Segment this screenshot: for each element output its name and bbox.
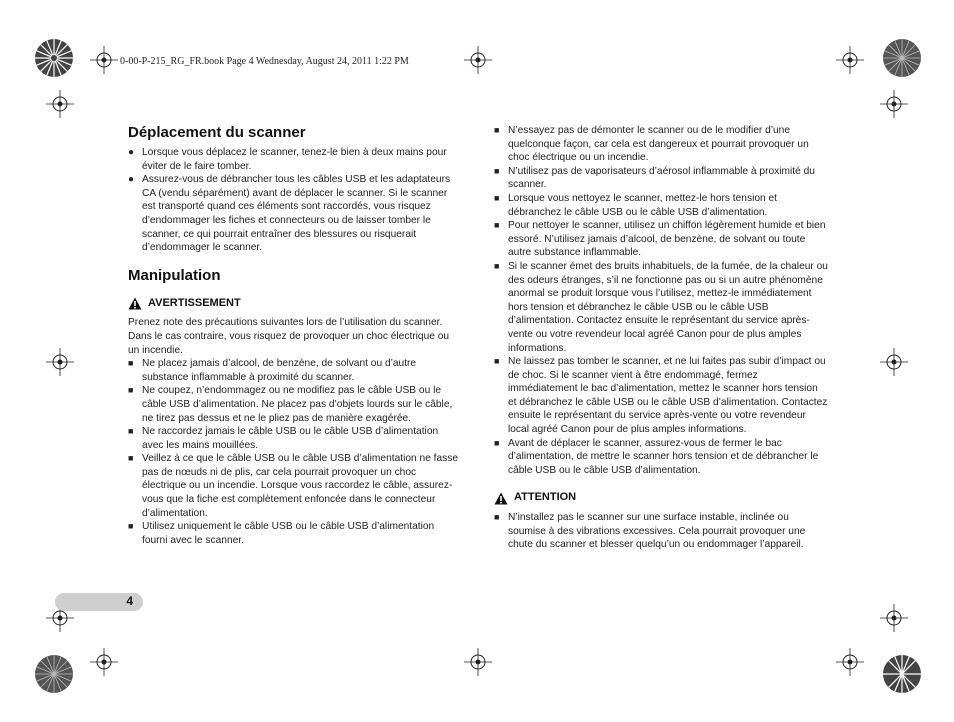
list-item-text: Si le scanner émet des bruits inhabituels, de la fumée, de la chaleur ou des odeurs étranges, s’il ne fonctionne pas ou si un autre phénomène anormal se produit lorsque vous l’utilisez, mettez-le immédiatement hors tension et débranchez le câble USB ou le câble USB d’alimentation. Contactez ensuite le représentant du service après-vente ou votre revendeur local agréé Canon pour de plus amples informations. [508,260,828,354]
bullet-square-icon: ■ [494,356,500,367]
crosshair-registration-icon [464,46,492,74]
list-item-text: N’essayez pas de démonter le scanner ou de le modifier d’une quelconque façon, car cela est dangereux et pourrait provoquer un choc électrique ou un incendie. [508,125,809,164]
list-item-text: Veillez à ce que le câble USB ou le câble USB d’alimentation ne fasse pas de nœuds ni de plis, car cela pourrait provoquer un choc électrique ou un incendie. Lorsque vous raccordez le câble, assurez-vous que la fiche est complètement enfoncée dans le connecteur d’alimentation. [142,453,459,519]
crosshair-registration-icon [836,648,864,676]
warning-intro: Prenez note des précautions suivantes lors de l’utilisation du scanner. Dans le cas contraire, vous risquez de provoquer un choc électrique ou un incendie. [128,317,450,356]
list-item [494,124,828,165]
color-target-icon [880,36,924,80]
section-title-moving: Déplacement du scanner [128,124,306,141]
list-item-text: Pour nettoyer le scanner, utilisez un chiffon légèrement humide et bien essoré. N’utilisez jamais d’alcool, de benzène, de solvant ou toute autre substance inflammable. [508,220,826,259]
warning-triangle-icon [494,492,508,505]
bullet-square-icon: ■ [494,437,500,448]
crosshair-registration-icon [464,648,492,676]
bullet-square-icon: ■ [494,512,500,523]
list-item-text: Ne raccordez jamais le câble USB ou le câble USB d’alimentation avec les mains mouillées. [142,426,439,451]
bullet-square-icon: ■ [494,220,500,231]
list-item-text: Lorsque vous nettoyez le scanner, mettez-le hors tension et débranchez le câble USB ou le câble USB d’alimentation. [508,192,777,218]
list-item-text: Lorsque vous déplacez le scanner, tenez-le bien à deux mains pour éviter de le faire tomber. [142,147,447,172]
list-item [128,384,460,425]
warning-title: AVERTISSEMENT [148,296,241,309]
bullet-square-icon: ■ [128,358,134,369]
color-target-icon [880,652,924,696]
attention-title: ATTENTION [514,491,577,504]
list-item-text: Assurez-vous de débrancher tous les câbles USB et les adaptateurs CA (vendu séparément) avant de déplacer le scanner. Si le scanner est transporté quand ces éléments sont raccordés, vous risquez d’endommager les fiches et connecteurs ou de laisser tomber le scanner, ce qui pourrait entraîner des blessures ou risquerait d’endommager le scanner. [142,174,451,254]
left-column [128,124,460,547]
list-item-text: N’utilisez pas de vaporisateurs d’aérosol inflammable à proximité du scanner. [508,165,815,191]
list-item [128,520,460,547]
color-target-icon [32,652,76,696]
crosshair-registration-icon [90,46,118,74]
crosshair-registration-icon [880,348,908,376]
crosshair-registration-icon [46,348,74,376]
list-item-text: Avant de déplacer le scanner, assurez-vous de fermer le bac d’alimentation, de mettre le scanner hors tension et de débrancher le câble USB ou le câble USB d’alimentation. [508,437,819,476]
list-item [128,425,460,452]
crosshair-registration-icon [90,648,118,676]
list-item [494,219,828,260]
list-item [128,452,460,520]
section-title-handling: Manipulation [128,266,221,284]
bullet-square-icon: ■ [494,165,500,176]
list-item [494,165,828,192]
bullet-square-icon: ■ [128,453,134,464]
crosshair-registration-icon [46,90,74,118]
warning-heading [128,297,460,311]
list-item [128,146,460,173]
crosshair-registration-icon [836,46,864,74]
bullet-circle-icon: ● [128,147,135,158]
bullet-square-icon: ■ [494,192,500,203]
list-item-text: N’installez pas le scanner sur une surface instable, inclinée ou soumise à des vibrations excessives. Cela pourrait provoquer une chute du scanner et blesser quelqu’un ou endommager l’appareil. [508,512,806,551]
right-column [494,124,828,552]
bullet-square-icon: ■ [494,125,500,135]
warning-triangle-icon [128,297,142,310]
list-item [494,260,828,355]
crosshair-registration-icon [880,604,908,632]
bullet-circle-icon: ● [128,174,135,186]
bullet-square-icon: ■ [494,260,500,271]
list-item [128,173,460,255]
list-item [128,357,460,384]
list-item [494,511,828,552]
list-item-text: Ne laissez pas tomber le scanner, et ne lui faites pas subir d’impact ou de choc. Si le scanner vient à être endommagé, fermez immédiatement le bac d’alimentation, mettez le scanner hors tension et débranchez le câble USB ou le câble USB d’alimentation. Contactez ensuite le représentant du service après-vente ou votre revendeur local agréé Canon pour de plus amples informations. [508,356,828,436]
color-target-icon [32,36,76,80]
list-item [494,437,828,478]
bullet-square-icon: ■ [128,426,134,437]
list-item-text: Utilisez uniquement le câble USB ou le câble USB d’alimentation fourni avec le scanner. [142,521,435,546]
print-header: 0-00-P-215_RG_FR.book Page 4 Wednesday, August 24, 2011 1:22 PM [120,56,409,67]
list-item [494,192,828,219]
list-item [494,355,828,437]
page-number-tab [55,593,143,611]
list-item-text: Ne placez jamais d’alcool, de benzène, de solvant ou d’autre substance inflammable à proximité du scanner. [142,358,417,383]
bullet-square-icon: ■ [128,385,134,396]
crosshair-registration-icon [880,90,908,118]
attention-heading [494,491,828,505]
list-item-text: Ne coupez, n’endommagez ou ne modifiez pas le câble USB ou le câble USB d’alimentation. Ne placez pas d’objets lourds sur le câble, ne tirez pas dessus et ne le pliez pas de manière exagérée. [142,385,453,424]
bullet-square-icon: ■ [128,521,134,532]
page-number: 4 [126,594,133,608]
